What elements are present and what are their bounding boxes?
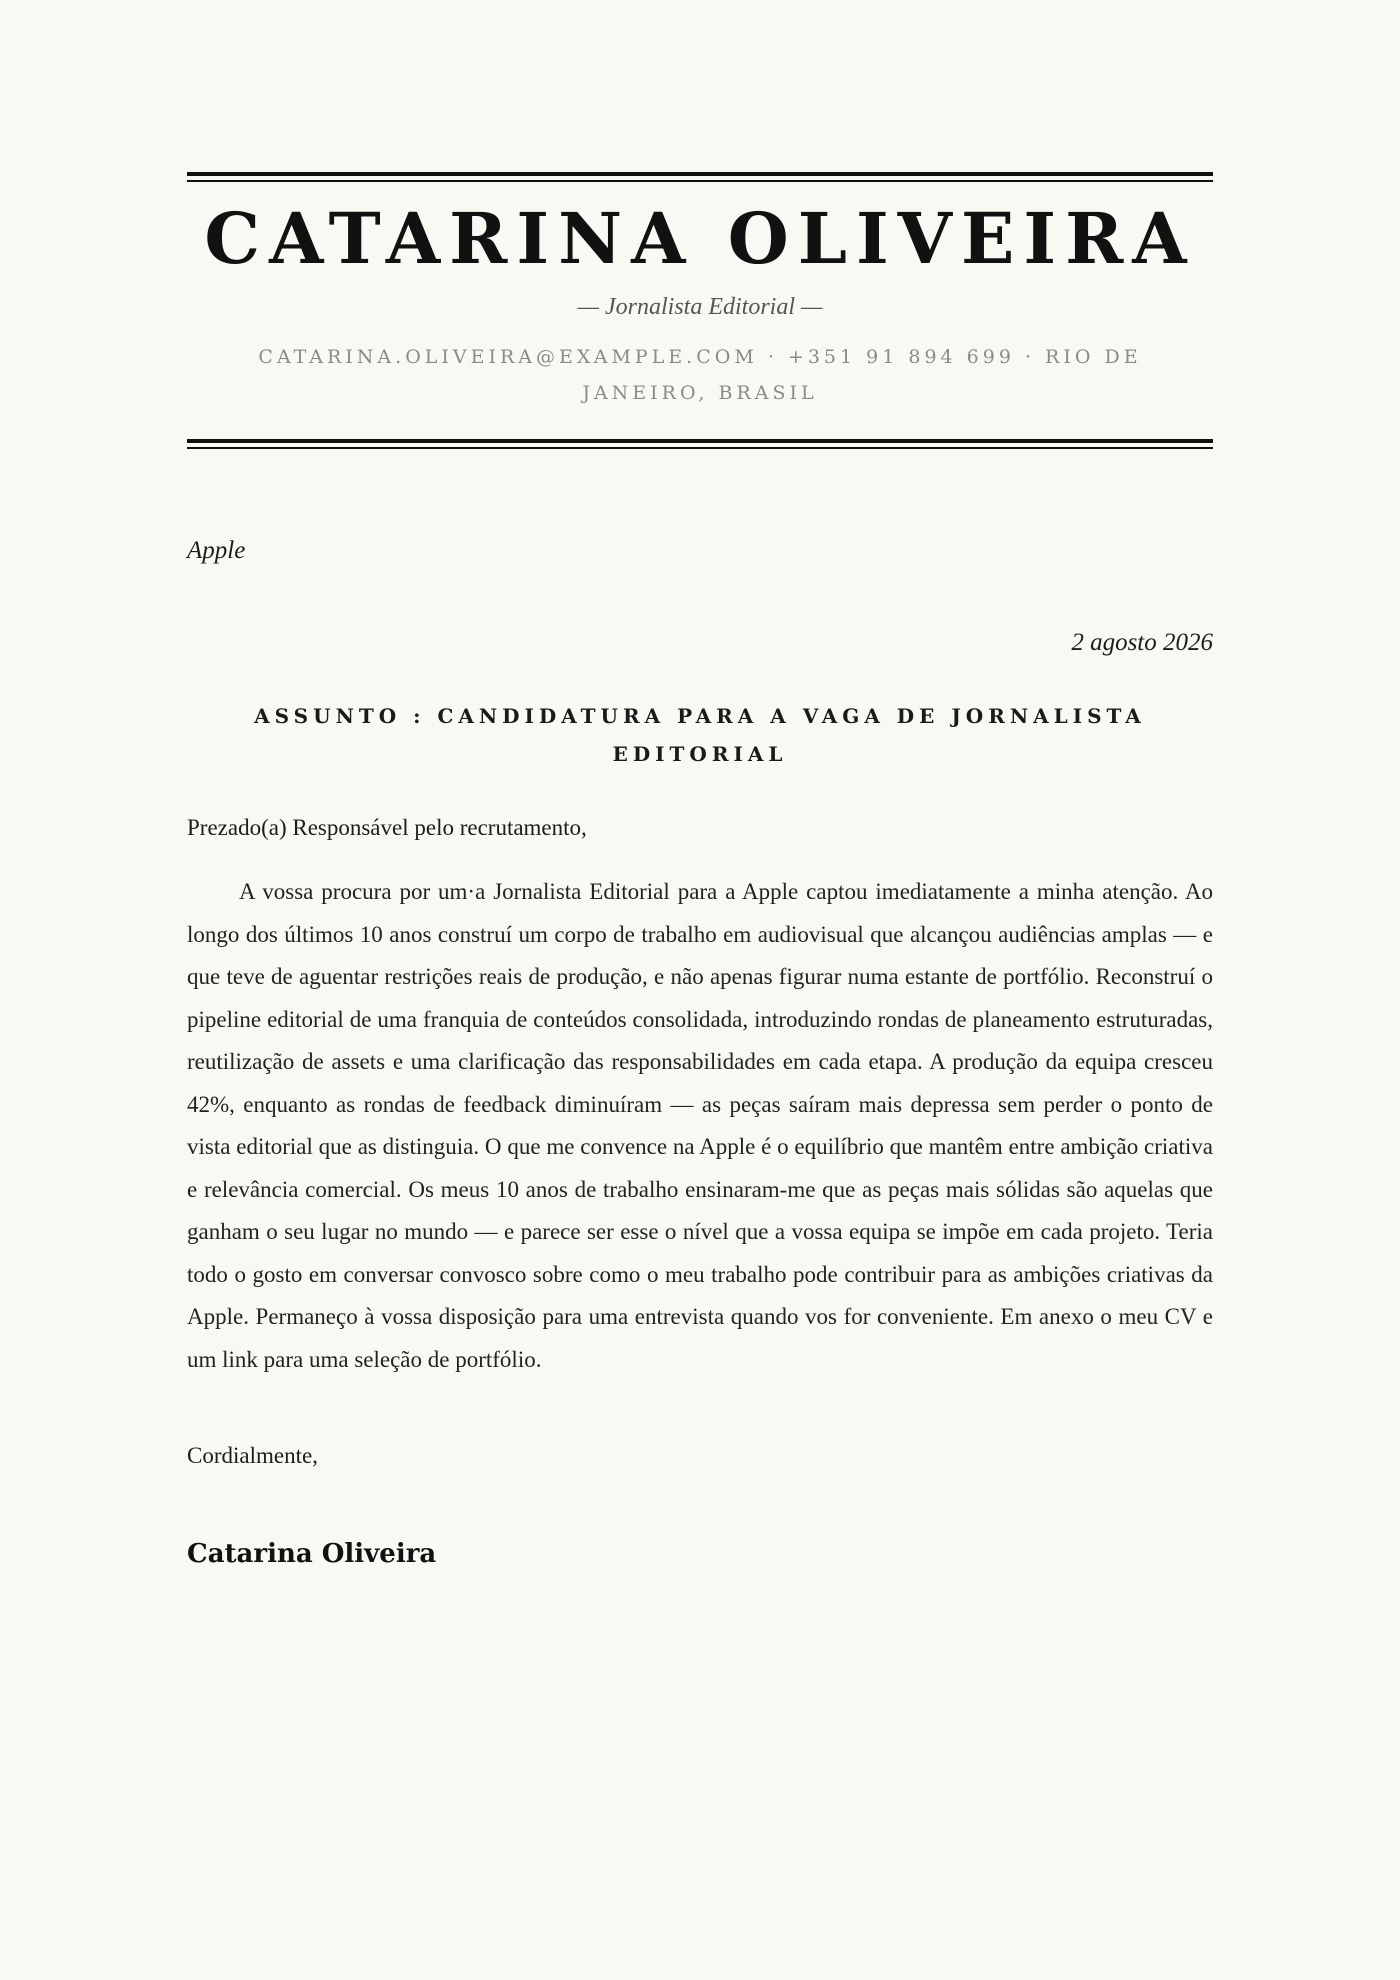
signature: Catarina Oliveira [187, 1539, 437, 1569]
header-top-rule [187, 172, 1213, 182]
sender-role: — Jornalista Editorial — [577, 294, 823, 320]
letter-date: 2 agosto 2026 [1071, 629, 1213, 656]
letter-page [187, 172, 1213, 1569]
letter-body: A vossa procura por um·a Jornalista Editorial para a Apple captou imediatamente a minha atenção. Ao longo dos últimos 10 anos construí um corpo de trabalho em audiovisual que alcançou audiências amplas — e que teve de aguentar restrições reais de produção, e não apenas figurar numa estante de portfólio. Reconstruí o pipeline editorial de uma franquia de conteúdos consolidada, introduzindo rondas de planeamento estruturadas, reutilização de assets e uma clarificação das responsabilidades em cada etapa. A produção da equipa cresceu 42%, enquanto as rondas de feedback diminuíram — as peças saíram mais depressa sem perder o ponto de vista editorial que as distinguia. O que me convence na Apple é o equilíbrio que mantêm entre ambição criativa e relevância comercial. Os meus 10 anos de trabalho ensinaram-me que as peças mais sólidas são aquelas que ganham o seu lugar no mundo — e parece ser esse o nível que a vossa equipa se impõe em cada projeto. Teria todo o gosto em conversar convosco sobre como o meu trabalho pode contribuir para as ambições criativas da Apple. Permaneço à vossa disposição para uma entrevista quando vos for conveniente. Em anexo o meu CV e um link para uma seleção de portfólio. [187, 879, 1213, 1372]
sender-name: CATARINA OLIVEIRA [204, 197, 1196, 280]
recipient: Apple [187, 537, 246, 564]
sender-contact: CATARINA.OLIVEIRA@EXAMPLE.COM · +351 91 894 699 · RIO DE JANEIRO, BRASIL [258, 346, 1142, 404]
closing: Cordialmente, [187, 1443, 318, 1468]
letter-subject: ASSUNTO : CANDIDATURA PARA A VAGA DE JORNALISTA EDITORIAL [254, 704, 1146, 766]
salutation: Prezado(a) Responsável pelo recrutamento, [187, 815, 587, 840]
header-bottom-rule [187, 439, 1213, 449]
